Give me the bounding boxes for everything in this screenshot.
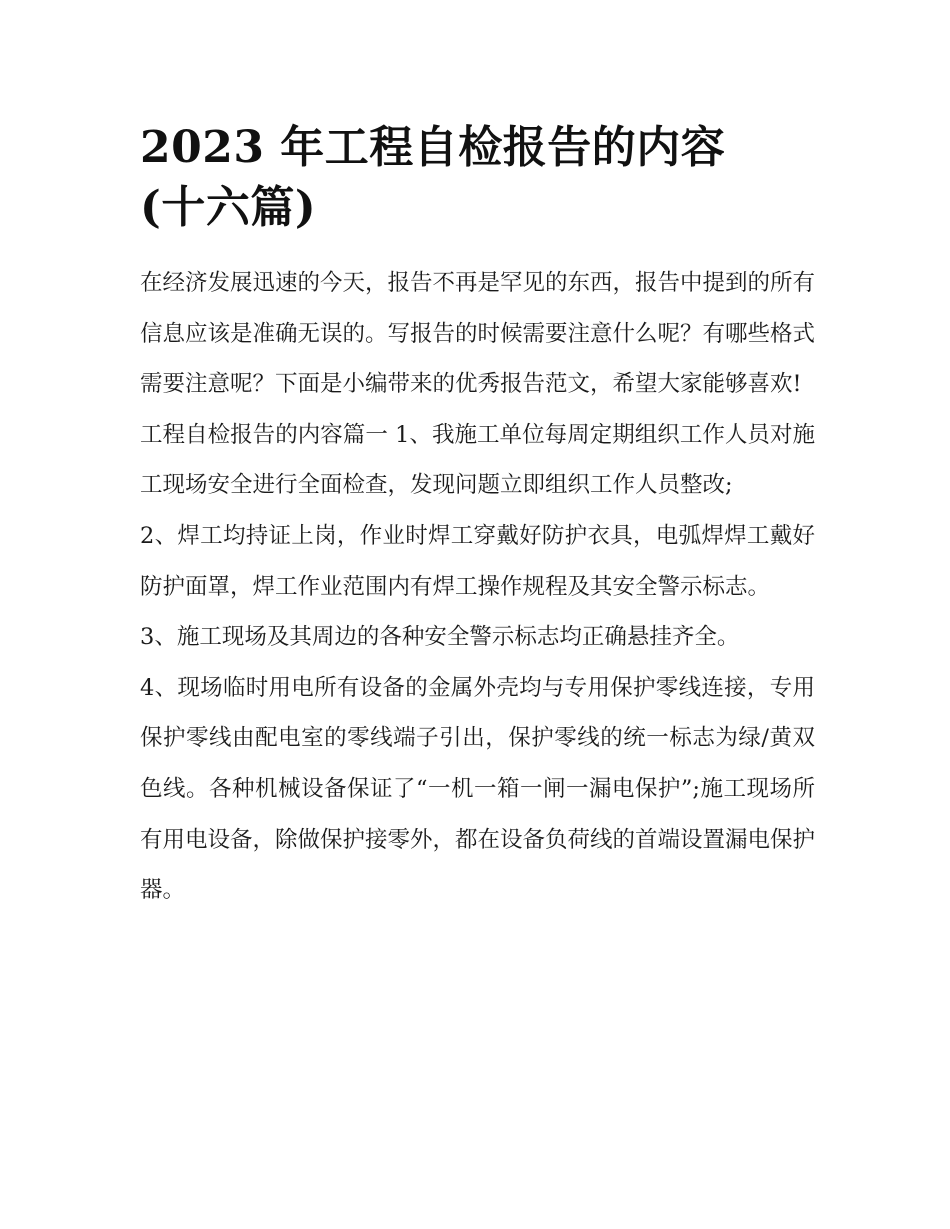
section-one-item-2: 2、焊工均持证上岗，作业时焊工穿戴好防护衣具，电弧焊焊工戴好防护面罩，焊工作业范围内有焊工操作规程及其安全警示标志。: [140, 522, 815, 600]
intro-paragraph: 在经济发展迅速的今天，报告不再是罕见的东西，报告中提到的所有信息应该是准确无误的。写报告的时候需要注意什么呢？有哪些格式需要注意呢？下面是小编带来的优秀报告范文，希望大家能够喜欢!: [140, 270, 816, 398]
document-title: [140, 118, 815, 238]
title-line-2: (十六篇): [140, 182, 317, 233]
section-one-item-3: 3、施工现场及其周边的各种安全警示标志均正确悬挂齐全。: [140, 624, 740, 651]
document-body: [140, 118, 815, 916]
section-one-item-1: 工程自检报告的内容篇一 1、我施工单位每周定期组织工作人员对施工现场安全进行全面检查，发现问题立即组织工作人员整改;: [140, 421, 815, 499]
section-one-item-4: 4、现场临时用电所有设备的金属外壳均与专用保护零线连接，专用保护零线由配电室的零线端子引出，保护零线的统一标志为绿/黄双色线。各种机械设备保证了“一机一箱一闸一漏电保护”;施工现场所有用电设备，除做保护接零外，都在设备负荷线的首端设置漏电保护器。: [140, 674, 816, 904]
title-line-1: 2023 年工程自检报告的内容: [140, 122, 726, 173]
